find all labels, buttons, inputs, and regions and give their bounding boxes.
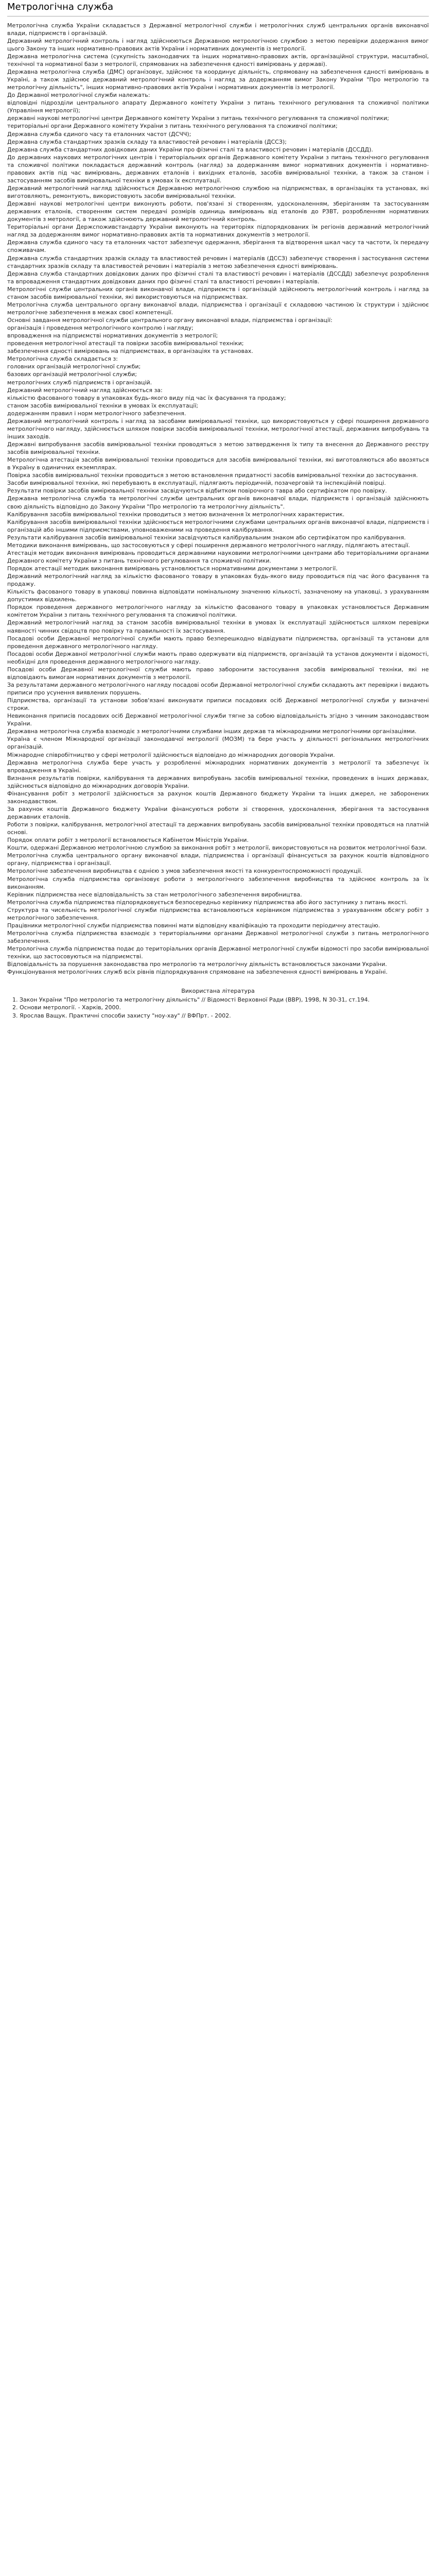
references-list [7,996,429,1019]
literature-heading: Використана література [181,988,255,995]
paragraph: Державні наукові метрологічні центри виконують роботи, пов'язані зі створенням, удосконаленням, зберіганням та застосуванням державних еталонів, створенням систем передачі розмірів одиниць вимірювань від еталонів до РЗВТ, розробленням нормативних документів з метрології, а також здійснюють державний метрологічний контроль. [7,200,429,223]
paragraph: Метрологічна служба підприємства організовує роботи з метрологічного забезпечення виробництва та здійснює контроль за їх виконанням. [7,875,429,890]
paragraph: Визнання результатів повірки, калібрування та державних випробувань засобів вимірювальної техніки, проведених в інших державах, здійснюється відповідно до міжнародних договорів України. [7,774,429,789]
paragraph: Державний метрологічний нагляд здійснюється Державною метрологічною службою на підприємствах, в організаціях та установах, які виготовляють, ремонтують, використовують засоби вимірювальної техніки. [7,184,429,200]
paragraph: Посадові особи Державної метрологічної служби мають право заборонити застосування засобів вимірювальної техніки, які не відповідають вимогам нормативних документів з метрології. [7,666,429,681]
paragraph: проведення метрологічної атестації та повірки засобів вимірювальної техніки; [7,340,244,347]
paragraph: Державна метрологічна система (сукупність законодавчих та інших нормативно-правових актів, організаційної структури, масштабної, технічної та нормативної бази з метрології, спрямованих на забезпечення єдності вимірювань у державі). [7,53,429,67]
paragraph: Метрологічні служби центральних органів виконавчої влади, підприємств і організацій здійснюють метрологічний контроль і нагляд за станом засобів вимірювальної техніки, які використовуються на підприємствах. [7,285,429,300]
paragraph: Державний метрологічний контроль і нагляд за засобами вимірювальної техніки, що використовуються у сфері поширення державного метрологічного нагляду, здійснюється шляхом повірки засобів вимірювальної техніки, метрологічної атестації, державних випробувань та інших заходів. [7,417,429,440]
paragraph: Методики виконання вимірювань, що застосовуються у сфері поширення державного метрологічного нагляду, підлягають атестації. [7,541,410,549]
paragraph: впровадження на підприємстві нормативних документів з метрології; [7,332,218,340]
paragraph: Державна служба стандартних довідкових даних про фізичні сталі та властивості речовин і матеріалів (ДССДД) забезпечує розроблення та впровадження стандартних довідкових даних про фізичні сталі та властивості речовин і матеріалів. [7,270,429,285]
paragraph: За результатами державного метрологічного нагляду посадові особи Державної метрологічної служби складають акт перевірки і видають приписи про усунення виявлених порушень. [7,681,429,697]
paragraph: Метрологічна служба центрального органу виконавчої влади, підприємства і організації фінансується за рахунок коштів відповідного органу, підприємства і організації. [7,852,429,867]
paragraph: Підприємства, організації та установи зобов'язані виконувати приписи посадових осіб Державної метрологічної служби у визначені строки. [7,697,429,712]
paragraph: Невиконання приписів посадових осіб Державної метрологічної служби тягне за собою відповідальність згідно з чинним законодавством України. [7,713,429,727]
paragraph: Посадові особи Державної метрологічної служби мають право одержувати від підприємств, організацій та установ документи і відомості, необхідні для проведення державного метрологічного нагляду. [7,650,429,665]
paragraph: Кількість фасованого товару в упаковці повинна відповідати номінальному значенню кількості, зазначеному на упаковці, з урахуванням допустимих відхилень. [7,588,429,603]
paragraph: територіальні органи Державного комітету України з питань технічного регулювання та споживчої політики; [7,123,338,130]
paragraph: Атестація методик виконання вимірювань проводиться державними науковими метрологічними центрами або територіальними органами Державного комітету України з питань технічного регулювання та споживчої політики. [7,549,429,564]
paragraph: Працівники метрологічної служби підприємства повинні мати відповідну кваліфікацію та проходити періодичну атестацію. [7,922,380,929]
paragraph: Державний метрологічний нагляд за кількістю фасованого товару в упаковках будь-якого виду проводиться під час його фасування та продажу. [7,573,429,588]
paragraph: Державна служба єдиного часу та еталонних частот забезпечує одержання, зберігання та відтворення шкал часу та частоти, їх передачу споживачам. [7,239,429,254]
paragraph: Державна служба стандартних довідкових даних України про фізичні сталі та властивості речовин і матеріалів (ДССДД). [7,146,373,153]
paragraph: Метрологічна служба України складається з Державної метрологічної служби і метрологічних служб центральних органів виконавчої влади, підприємств і організацій. [7,22,429,37]
paragraph: Фінансування робіт з метрології здійснюється за рахунок коштів Державного бюджету України та інших джерел, не заборонених законодавством. [7,790,429,805]
paragraph: державні наукові метрологічні центри Державного комітету України з питань технічного регулювання та споживчої політики; [7,115,389,122]
paragraph: Порядок атестації методик виконання вимірювань установлюється нормативними документами з метрології. [7,565,338,572]
paragraph: відповідні підрозділи центрального апарату Державного комітету України з питань технічного регулювання та споживчої політики (Управління метрології); [7,99,429,114]
paragraph: За рахунок коштів Державного бюджету України фінансуються роботи зі створення, удосконалення, зберігання та застосування державних еталонів. [7,805,429,821]
paragraph: Керівник підприємства несе відповідальність за стан метрологічного забезпечення виробництва. [7,891,302,898]
paragraph: кількістю фасованого товару в упаковках будь-якого виду під час їх фасування та продажу; [7,394,286,401]
paragraph: Державні випробування засобів вимірювальної техніки проводяться з метою затвердження їх типу та внесення до Державного реєстру засобів вимірювальної техніки. [7,441,429,456]
document-body [7,22,429,976]
paragraph: Основні завдання метрологічної служби центрального органу виконавчої влади, підприємства і організації: [7,317,333,324]
paragraph: Територіальні органи Держспоживстандарту України виконують на територіях підпорядкованих їм регіонів державний метрологічний нагляд за додержанням вимог нормативно-правових актів та нормативних документів з метрології. [7,224,429,239]
paragraph: Україна є членом Міжнародної організації законодавчої метрології (МОЗМ) та бере участь у діяльності регіональних метрологічних організацій. [7,736,429,751]
paragraph: Метрологічна служба центрального органу виконавчої влади, підприємства і організації є складовою частиною їх структури і здійснює метрологічне забезпечення в межах своєї компетенції. [7,301,429,316]
reference-item: 1. Закон України "Про метрологію та метрологічну діяльність" // Відомості Верховної Ради (ВВР), 1998, N 30-31, ст.194. [20,996,429,1004]
paragraph: Результати калібрування засобів вимірювальної техніки засвідчуються калібрувальним знаком або сертифікатом про калібрування. [7,534,406,541]
paragraph: Державна служба стандартних зразків складу та властивостей речовин і матеріалів (ДССЗ); [7,138,287,145]
paragraph: додержанням правил і норм метрологічного забезпечення. [7,410,186,417]
paragraph: Результати повірки засобів вимірювальної техніки засвідчуються відбитком повірочного тавра або сертифікатом про повірку. [7,487,387,495]
paragraph: Роботи з повірки, калібрування, метрологічної атестації та державних випробувань засобів вимірювальної техніки проводяться на платній основі. [7,821,429,836]
paragraph: Посадові особи Державної метрологічної служби мають право безперешкодно відвідувати підприємства, організації та установи для проведення державного метрологічного нагляду. [7,635,429,650]
paragraph: До державних наукових метрологічних центрів і територіальних органів Державного комітету України з питань технічного регулювання та споживчої політики покладається державний контроль (нагляд) за додержанням вимог нормативних документів і нормативно-правових актів під час вимірювань, державних еталонів і вихідних еталонів, засобів вимірювальної техніки, а також за станом і застосуванням засобів вимірювальної техніки в умовах їх експлуатації. [7,154,429,184]
paragraph: Державна метрологічна служба (ДМС) організовує, здійснює та координує діяльність, спрямовану на забезпечення єдності вимірювань в Україні, а також здійснює державний метрологічний контроль і нагляд за додержанням вимог Закону України "Про метрологію та метрологічну діяльність", інших нормативно-правових актів України і нормативних документів із метрології. [7,69,429,91]
paragraph: Державна метрологічна служба бере участь у розробленні міжнародних нормативних документів з метрології та забезпечує їх впровадження в Україні. [7,759,429,774]
paragraph: базових організацій метрологічної служби; [7,371,137,378]
paragraph: Метрологічна служба підприємства взаємодіє з територіальними органами Державної метрологічної служби з питань метрологічного забезпечення. [7,929,429,945]
paragraph: Метрологічне забезпечення виробництва є однією з умов забезпечення якості та конкурентоспроможності продукції. [7,868,363,875]
paragraph: Повірка засобів вимірювальної техніки проводиться з метою встановлення придатності засобів вимірювальної техніки до застосування. [7,472,418,479]
paragraph: Структура та чисельність метрологічної служби підприємства встановлюються керівником підприємства з урахуванням обсягу робіт з метрологічного забезпечення. [7,906,429,921]
paragraph: Державний метрологічний контроль і нагляд здійснюються Державною метрологічною службою з метою перевірки додержання вимог цього Закону та інших нормативно-правових актів України і нормативних документів із метрології. [7,37,429,52]
paragraph: Державна служба стандартних зразків складу та властивостей речовин і матеріалів (ДССЗ) забезпечує створення і застосування системи стандартних зразків складу та властивостей речовин і матеріалів з метою забезпечення єдності вимірювань. [7,255,429,269]
paragraph: Порядок проведення державного метрологічного нагляду за кількістю фасованого товару в упаковках установлюється Державним комітетом України з питань технічного регулювання та споживчої політики. [7,604,429,619]
paragraph: метрологічних служб підприємств і організацій. [7,379,152,386]
paragraph: Метрологічна служба підприємства подає до територіальних органів Державної метрологічної служби відомості про засоби вимірювальної техніки, що застосовуються на підприємстві. [7,945,429,960]
paragraph: Державна метрологічна служба взаємодіє з метрологічними службами інших держав та міжнародними метрологічними організаціями. [7,728,416,735]
paragraph: Державна служба єдиного часу та еталонних частот (ДСЧЧ); [7,130,191,138]
paragraph: організація і проведення метрологічного контролю і нагляду; [7,325,194,332]
paragraph: Метрологічна служба підприємства підпорядковується безпосередньо керівнику підприємства або його заступнику з питань якості. [7,899,408,906]
paragraph: Порядок оплати робіт з метрології встановлюється Кабінетом Міністрів України. [7,837,249,844]
paragraph: До Державної метрологічної служби належать: [7,92,150,99]
document [0,0,436,1030]
paragraph: Відповідальність за порушення законодавства про метрологію та метрологічну діяльність встановлюється законами України. [7,961,387,968]
paragraph: Державний метрологічний нагляд здійснюється за: [7,386,163,394]
paragraph: Метрологічна служба складається з: [7,355,118,363]
page-title: Метрологічна служба [7,0,429,16]
paragraph: головних організацій метрологічної служби; [7,363,141,370]
reference-item: 2. Основи метрології. - Харків, 2000. [20,1004,429,1011]
paragraph: Державний метрологічний нагляд за станом засобів вимірювальної техніки в умовах їх експлуатації здійснюється шляхом перевірки наявності чинних свідоцтв про повірку та правильності їх застосування. [7,619,429,634]
paragraph: Метрологічна атестація засобів вимірювальної техніки проводиться для засобів вимірювальної техніки, які виготовляються або ввозяться в Україну в одиничних екземплярах. [7,456,429,471]
paragraph: станом засобів вимірювальної техніки в умовах їх експлуатації; [7,402,198,409]
paragraph: Калібрування засобів вимірювальної техніки здійснюється метрологічними службами центральних органів виконавчої влади, підприємств і організацій або іншими підприємствами, уповноваженими на проведення калібрування. [7,518,429,533]
paragraph: Державна метрологічна служба та метрологічні служби центральних органів виконавчої влади, підприємств і організацій здійснюють свою діяльність відповідно до Закону України "Про метрологію та метрологічну діяльність". [7,495,429,510]
paragraph: Засоби вимірювальної техніки, які перебувають в експлуатації, підлягають періодичній, позачерговій та інспекційній повірці. [7,480,386,487]
paragraph: забезпечення єдності вимірювань на підприємствах, в організаціях та установах. [7,348,253,355]
reference-item: 3. Ярослав Ващук. Практичні способи захисту "ноу-хау" // ВФПрт. - 2002. [20,1012,429,1020]
paragraph: Функціонування метрологічних служб всіх рівнів підпорядкування спрямоване на забезпечення єдності вимірювань в Україні. [7,969,388,976]
paragraph: Міжнародне співробітництво у сфері метрології здійснюється відповідно до міжнародних договорів України. [7,751,335,758]
paragraph: Кошти, одержані Державною метрологічною службою за виконання робіт з метрології, використовуються на розвиток метрологічної бази. [7,844,427,852]
paragraph: Калібрування засобів вимірювальної техніки проводиться з метою визначення їх метрологічних характеристик. [7,511,345,518]
